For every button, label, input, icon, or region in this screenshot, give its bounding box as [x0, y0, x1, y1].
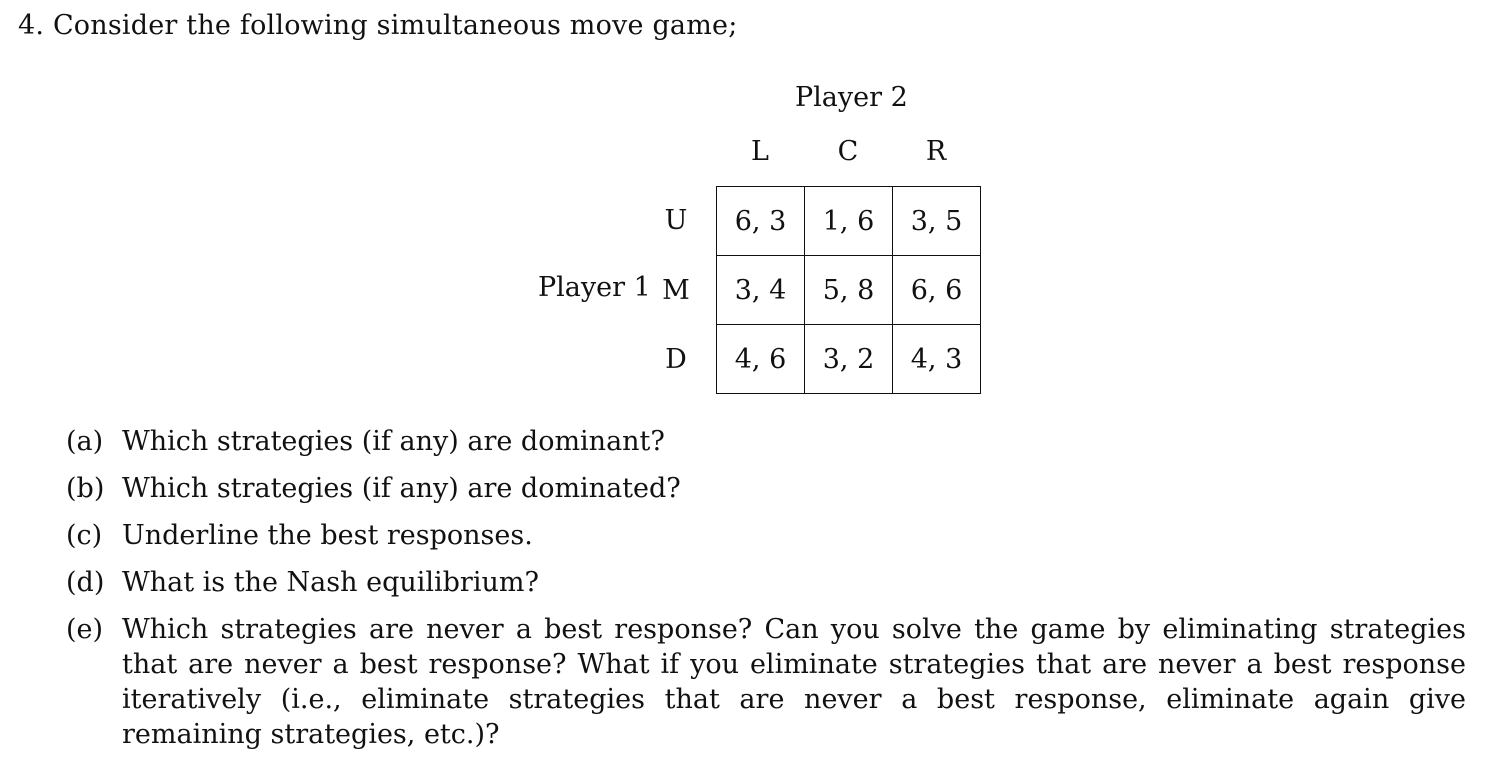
part-letter: (a): [66, 426, 104, 457]
column-label-c: C: [837, 136, 859, 167]
matrix-row-u: [717, 187, 981, 256]
payoff-cell-m-r: 6, 6: [893, 256, 981, 325]
payoff-cell-u-l: 6, 3: [717, 187, 805, 256]
question-part-b: [66, 471, 1466, 506]
player1-label: Player 1: [538, 272, 651, 303]
question-part-a: [66, 424, 1466, 459]
player2-label: Player 2: [795, 82, 908, 113]
row-label-u: U: [664, 205, 688, 236]
matrix-row-d: [717, 325, 981, 394]
column-label-l: L: [751, 136, 769, 167]
row-label-m: M: [662, 275, 690, 306]
part-letter: (c): [66, 520, 103, 551]
matrix-row-m: [717, 256, 981, 325]
row-label-d: D: [665, 344, 687, 375]
part-letter: (e): [66, 614, 104, 645]
payoff-cell-d-c: 3, 2: [805, 325, 893, 394]
part-text: Which strategies (if any) are dominated?: [122, 473, 681, 504]
part-letter: (b): [66, 473, 105, 504]
question-part-c: [66, 518, 1466, 553]
part-letter: (d): [66, 567, 105, 598]
part-text: Underline the best responses.: [122, 520, 533, 551]
payoff-cell-u-r: 3, 5: [893, 187, 981, 256]
part-text: What is the Nash equilibrium?: [122, 567, 539, 598]
payoff-matrix: [716, 186, 981, 394]
part-text: Which strategies are never a best response? Can you solve the game by eliminating strategies that are never a best response? What if you eliminate strategies that are never a best response iteratively (i.e., eliminate strategies that are never a best response, eliminate again give remaining strategies, etc.)?: [122, 614, 1466, 750]
column-label-r: R: [925, 136, 947, 167]
payoff-cell-m-l: 3, 4: [717, 256, 805, 325]
question-parts-list: [66, 424, 1466, 764]
question-heading: 4. Consider the following simultaneous move game;: [18, 10, 738, 41]
question-part-d: [66, 565, 1466, 600]
payoff-cell-d-l: 4, 6: [717, 325, 805, 394]
payoff-cell-d-r: 4, 3: [893, 325, 981, 394]
question-part-e: [66, 612, 1466, 752]
payoff-cell-u-c: 1, 6: [805, 187, 893, 256]
part-text: Which strategies (if any) are dominant?: [122, 426, 665, 457]
payoff-cell-m-c: 5, 8: [805, 256, 893, 325]
